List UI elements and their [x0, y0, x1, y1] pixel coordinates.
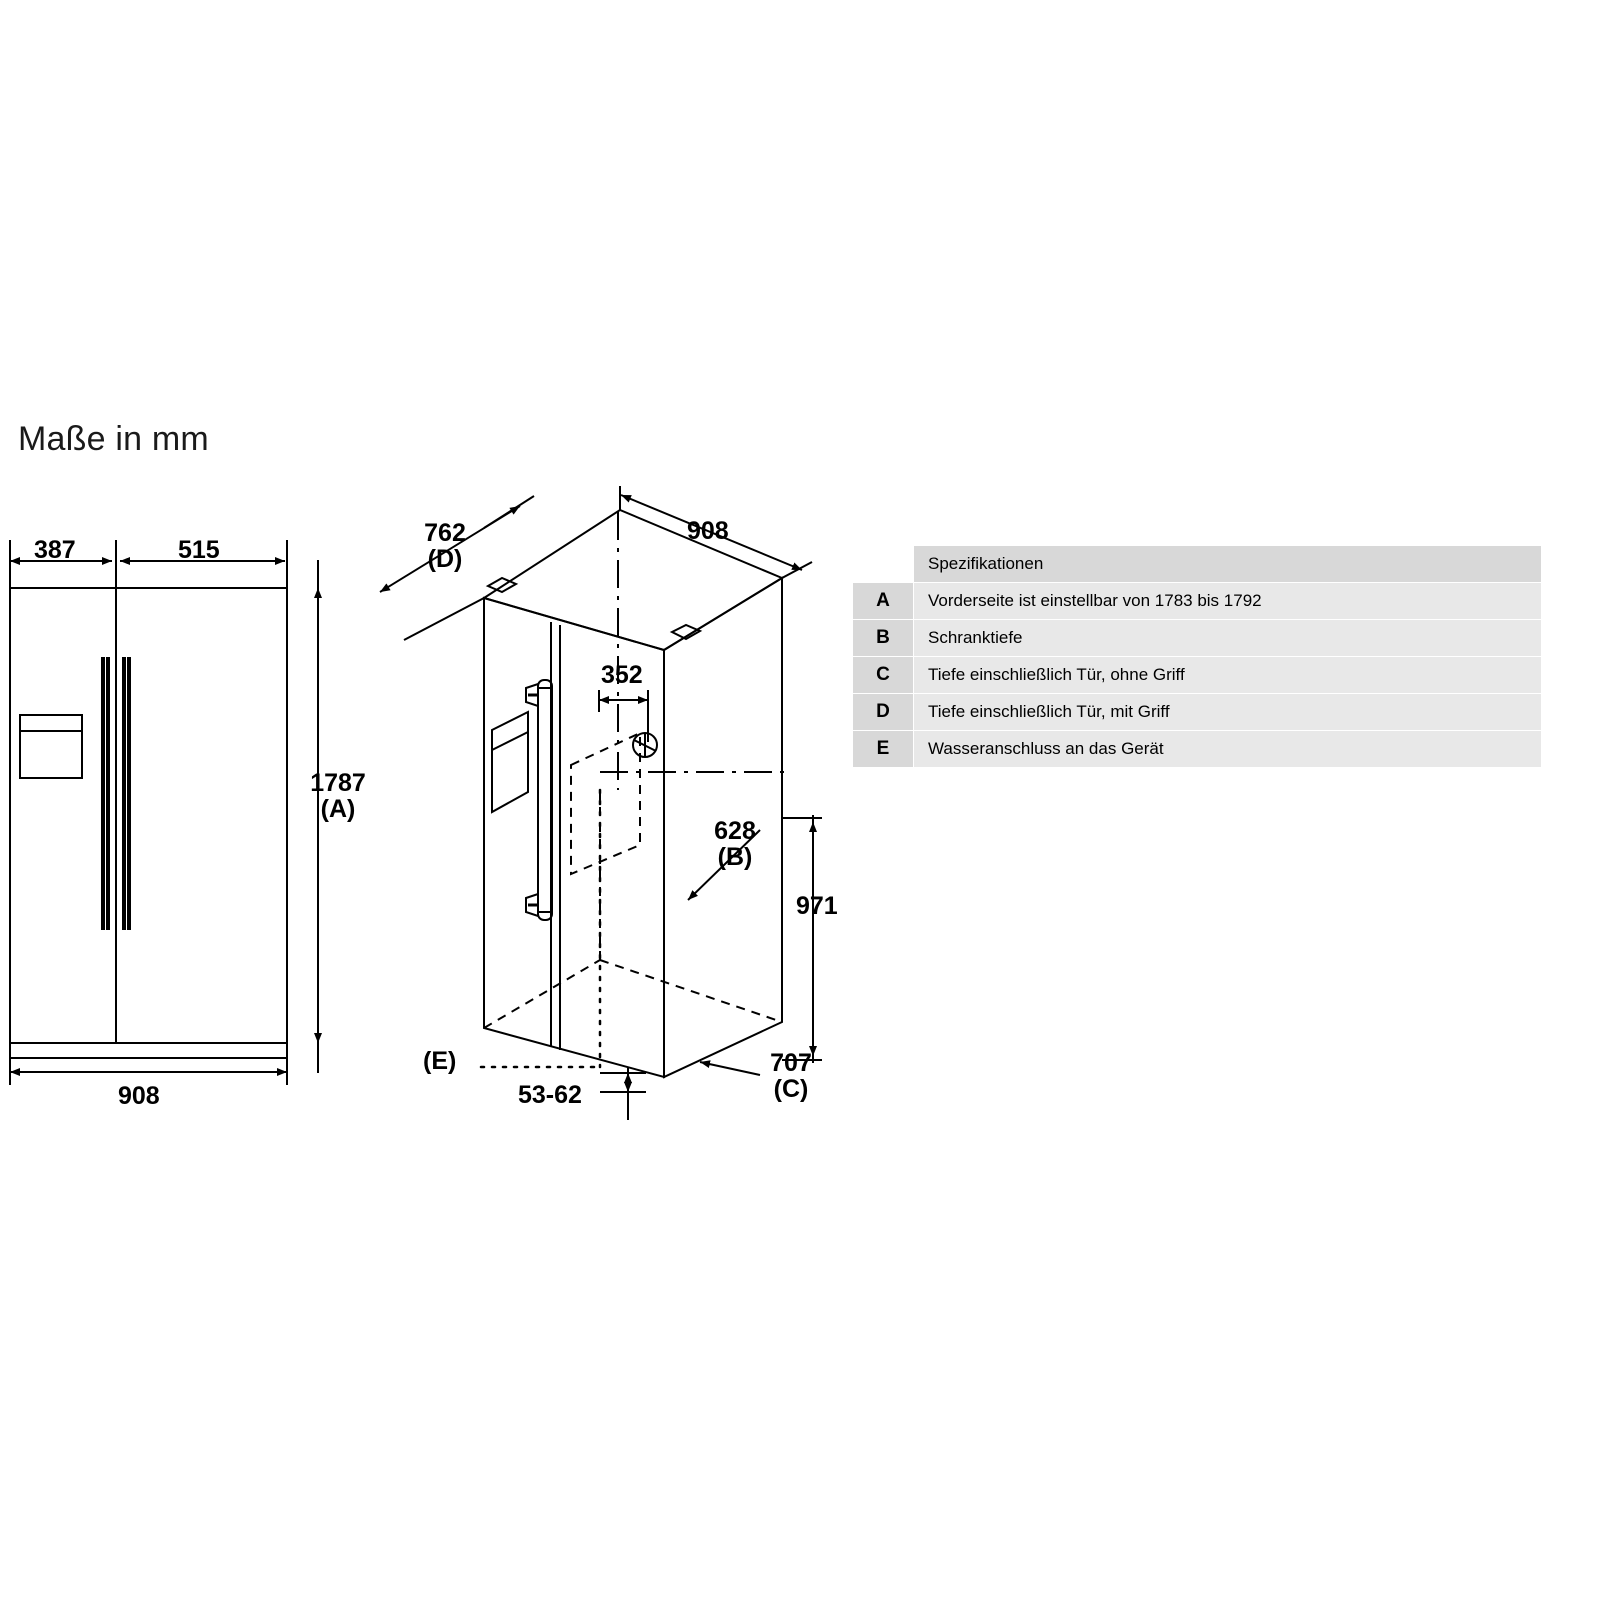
dim-iso-depth-with-handle-value: 762 [424, 519, 466, 547]
table-row [853, 657, 1542, 694]
dim-front-total-height-ref: (A) [320, 795, 356, 824]
dim-iso-cabinet-depth-value: 628 [714, 817, 756, 845]
dim-front-right-door-width: 515 [178, 536, 220, 564]
dim-iso-depth-with-handle [400, 520, 490, 573]
dim-iso-depth-with-handle-ref: (D) [427, 545, 463, 574]
spec-key-d: D [853, 694, 914, 731]
page-title: Maße in mm [18, 420, 209, 458]
table-header-row [853, 546, 1542, 583]
spec-text-c: Tiefe einschließlich Tür, ohne Griff [914, 657, 1542, 694]
dim-iso-cabinet-depth [692, 818, 778, 871]
dim-iso-handle-offset: 352 [601, 661, 643, 689]
dim-front-total-width: 908 [118, 1082, 160, 1110]
specifications-table [852, 545, 1542, 768]
dim-iso-depth-with-door-ref: (C) [773, 1075, 809, 1104]
spec-key-c: C [853, 657, 914, 694]
spec-key-e: E [853, 731, 914, 768]
spec-key-b: B [853, 620, 914, 657]
dim-iso-height-to-water: 971 [796, 892, 838, 920]
table-row [853, 583, 1542, 620]
dim-iso-width: 908 [687, 517, 729, 545]
table-header-label: Spezifikationen [914, 546, 1542, 583]
dim-iso-depth-with-door-value: 707 [770, 1049, 812, 1077]
table-row [853, 694, 1542, 731]
dim-iso-plinth-height: 53-62 [518, 1081, 582, 1109]
dim-front-total-height [296, 770, 380, 823]
spec-text-b: Schranktiefe [914, 620, 1542, 657]
dim-front-total-height-value: 1787 [310, 769, 366, 797]
spec-text-d: Tiefe einschließlich Tür, mit Griff [914, 694, 1542, 731]
dim-iso-depth-with-door [748, 1050, 834, 1103]
spec-text-a: Vorderseite ist einstellbar von 1783 bis 1792 [914, 583, 1542, 620]
dim-iso-cabinet-depth-ref: (B) [717, 843, 753, 872]
table-header-key-blank [853, 546, 914, 583]
dim-front-left-door-width: 387 [34, 536, 76, 564]
table-row [853, 731, 1542, 768]
spec-text-e: Wasseranschluss an das Gerät [914, 731, 1542, 768]
dim-iso-water-connection-ref: (E) [423, 1047, 457, 1075]
table-row [853, 620, 1542, 657]
spec-key-a: A [853, 583, 914, 620]
